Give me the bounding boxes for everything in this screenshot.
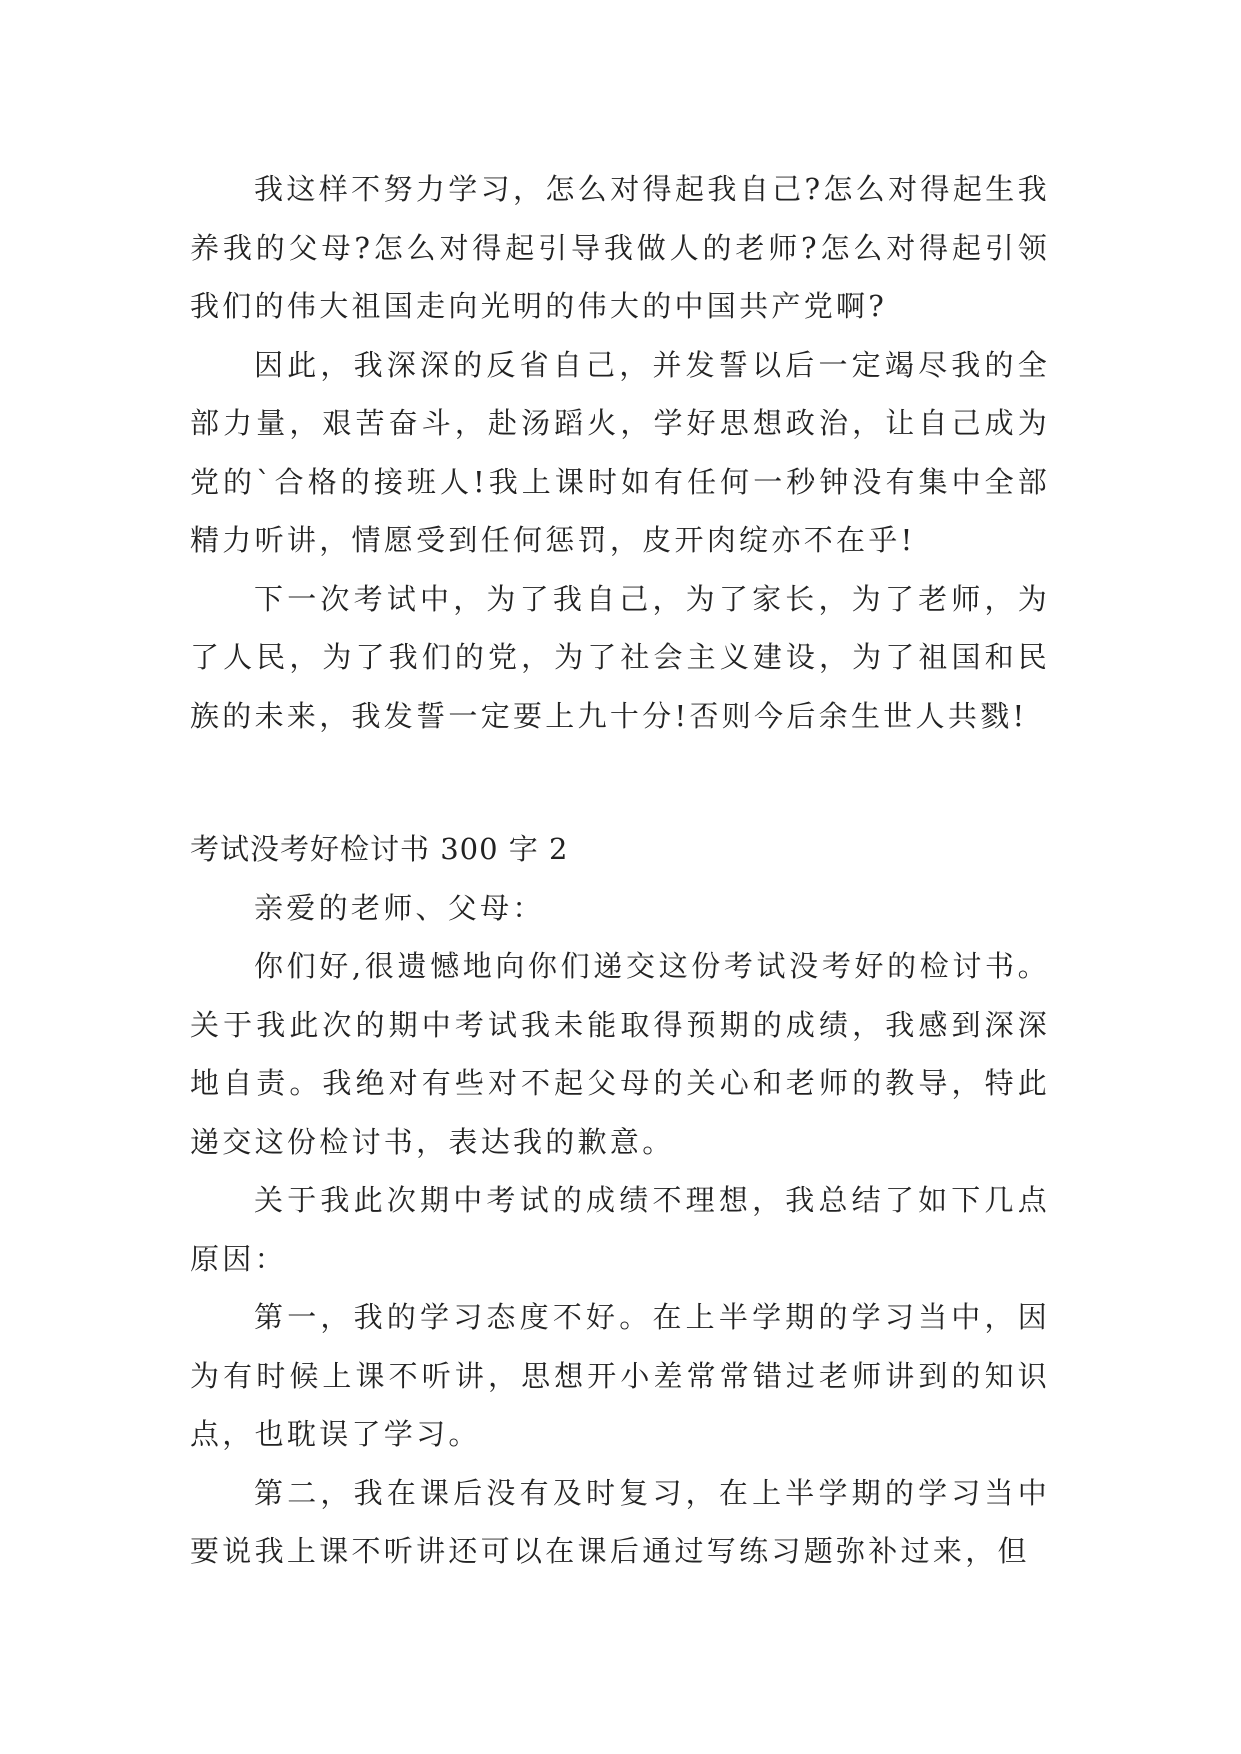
paragraph-reason-two: 第二，我在课后没有及时复习，在上半学期的学习当中要说我上课不听讲还可以在课后通过写练习题弥补过来，但 bbox=[190, 1475, 1050, 1568]
paragraph-vow: 下一次考试中，为了我自己，为了家长，为了老师，为了人民，为了我们的党，为了社会主义建设，为了祖国和民族的未来，我发誓一定要上九十分!否则今后余生世人共戮! bbox=[190, 581, 1050, 733]
paragraph-reason-one: 第一，我的学习态度不好。在上半学期的学习当中，因为有时候上课不听讲，思想开小差常常错过老师讲到的知识点，也耽误了学习。 bbox=[190, 1300, 1050, 1451]
section-gap bbox=[190, 745, 1050, 820]
paragraph-conscience: 我这样不努力学习，怎么对得起我自己?怎么对得起生我养我的父母?怎么对得起引导我做人的老师?怎么对得起引领我们的伟大祖国走向光明的伟大的中国共产党啊? bbox=[190, 172, 1050, 323]
paragraph-greeting: 你们好,很遗憾地向你们递交这份考试没考好的检讨书。关于我此次的期中考试我未能取得预期的成绩，我感到深深地自责。我绝对有些对不起父母的关心和老师的教导，特此递交这份检讨书，表达我的歉意。 bbox=[190, 949, 1050, 1159]
paragraph-reflection: 因此，我深深的反省自己，并发誓以后一定竭尽我的全部力量，艰苦奋斗，赴汤蹈火，学好思想政治，让自己成为党的`合格的接班人!我上课时如有任何一秒钟没有集中全部精力听讲，情愿受到任何惩罚，皮开肉绽亦不在乎! bbox=[190, 347, 1050, 557]
paragraph-salutation: 亲爱的老师、父母： bbox=[254, 890, 545, 925]
document-body bbox=[190, 160, 1050, 1581]
paragraph-reasons-intro: 关于我此次期中考试的成绩不理想，我总结了如下几点原因： bbox=[190, 1183, 1050, 1276]
section-title: 考试没考好检讨书 300 字 2 bbox=[190, 832, 569, 866]
